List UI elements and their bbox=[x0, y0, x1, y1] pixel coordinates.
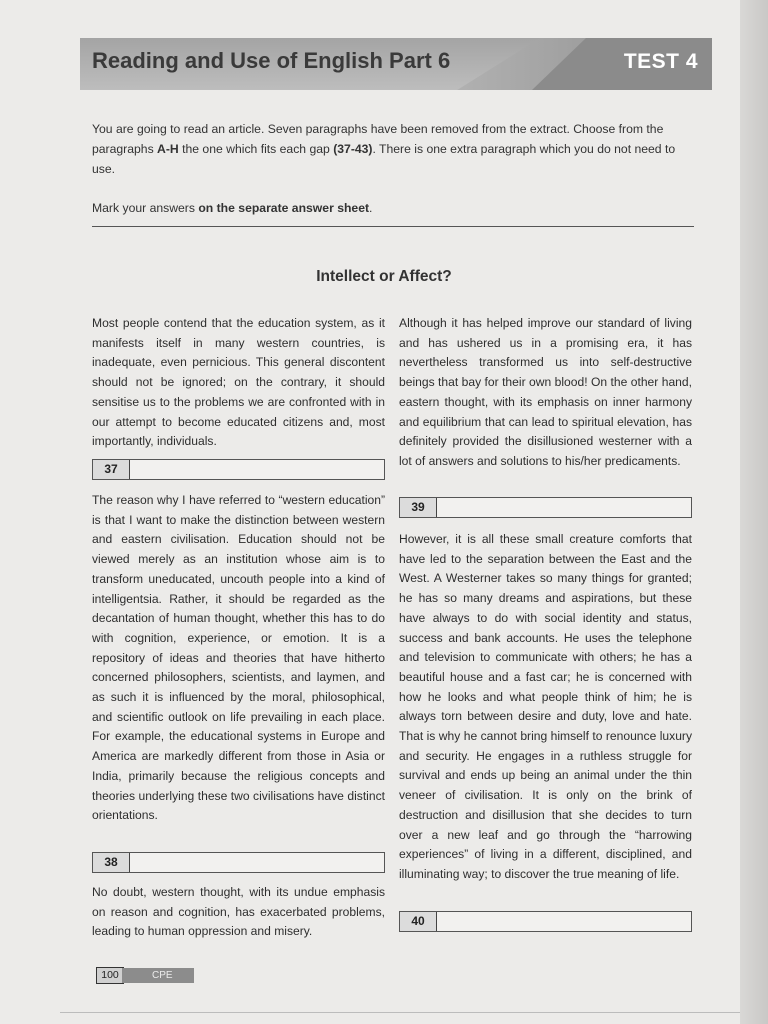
test-label: TEST 4 bbox=[623, 50, 698, 73]
answer-instructions: Mark your answers on the separate answer sheet. bbox=[92, 201, 373, 215]
divider bbox=[92, 226, 694, 227]
footer-bar bbox=[122, 968, 194, 983]
gap-number-40: 40 bbox=[400, 912, 437, 931]
exam-label: CPE bbox=[152, 970, 173, 981]
paragraph-5: However, it is all these small creature comforts that have led to the separation between the East and the West. A Westerner takes so many things for granted; he has so many dreams and aspirations, but these have always to do with social identity and status, success and bank accounts. He uses the telephone and television to communicate with others; he has a beautiful house and a fast car; he is concerned with how he looks and what people think of him; he is always torn between desire and duty, love and hate. That is why he cannot bring himself to renounce luxury and security. He engages in a ruthless struggle for survival and ends up being an animal under the thin veneer of civilisation. It is only on the brink of destruction and disillusion that she decides to turn over a new leaf and go through the “harrowing experiences” of living in a different, disciplined, and illuminating way; to discover the true meaning of life. bbox=[399, 532, 692, 881]
page-number: 100 bbox=[96, 967, 124, 984]
article-title: Intellect or Affect? bbox=[316, 268, 452, 285]
gap-box-37[interactable] bbox=[92, 459, 385, 480]
paragraph-3: No doubt, western thought, with its undue emphasis on reason and cognition, has exacerbated problems, leading to human oppression and misery. bbox=[92, 885, 385, 939]
paragraph-2: The reason why I have referred to “western education” is that I want to make the distinction between western and eastern civilisation. Education should not be viewed merely as an institution whose aim is to transform uneducated, uncouth people into a kind of intelligentsia. Rather, it should be regarded as the decantation of human thought, whether this has to do with cognition, experience, or emotion. It is a repository of ideas and theories that have hitherto concerned philosophers, scientists, and laymen, and as such it is influenced by the moral, philosophical, and scientific outlook on life prevailing in each place. For example, the educational systems in Europe and America are markedly different from those in Asia or India, primarily because the religious concepts and theories underlying these two civilisations have distinct orientations. bbox=[92, 493, 385, 823]
paragraph-1: Most people contend that the education system, as it manifests itself in many western countries, is inadequate, even pernicious. This general discontent should not be ignored; on the contrary, it should sensitise us to the problems we are confronted with in our attempt to become educated citizens and, most importantly, individuals. bbox=[92, 316, 385, 449]
page-edge-shadow bbox=[740, 0, 768, 1024]
gap-box-38[interactable] bbox=[92, 852, 385, 873]
section-header bbox=[80, 38, 712, 90]
gap-number-39: 39 bbox=[400, 498, 437, 517]
section-title: Reading and Use of English Part 6 bbox=[92, 48, 451, 73]
gap-number-37: 37 bbox=[93, 460, 130, 479]
scan-edge bbox=[60, 1012, 740, 1013]
gap-number-38: 38 bbox=[93, 853, 130, 872]
gap-box-40[interactable] bbox=[399, 911, 692, 932]
gap-box-39[interactable] bbox=[399, 497, 692, 518]
paragraph-4: Although it has helped improve our standard of living and has ushered us in a promising era, it has nevertheless transformed us into self-destructive beings that bay for their own blood! On the other hand, eastern thought, with its emphasis on inner harmony and equilibrium that can lead to spiritual elevation, has definitely provided the disillusioned westerner with a lot of answers and solutions to his/her predicaments. bbox=[399, 316, 692, 468]
task-instructions: You are going to read an article. Seven paragraphs have been removed from the extract. Choose from the paragraphs A-H the one which fits each gap (37-43). There is one extra paragraph which you do not need to use. bbox=[92, 122, 676, 176]
